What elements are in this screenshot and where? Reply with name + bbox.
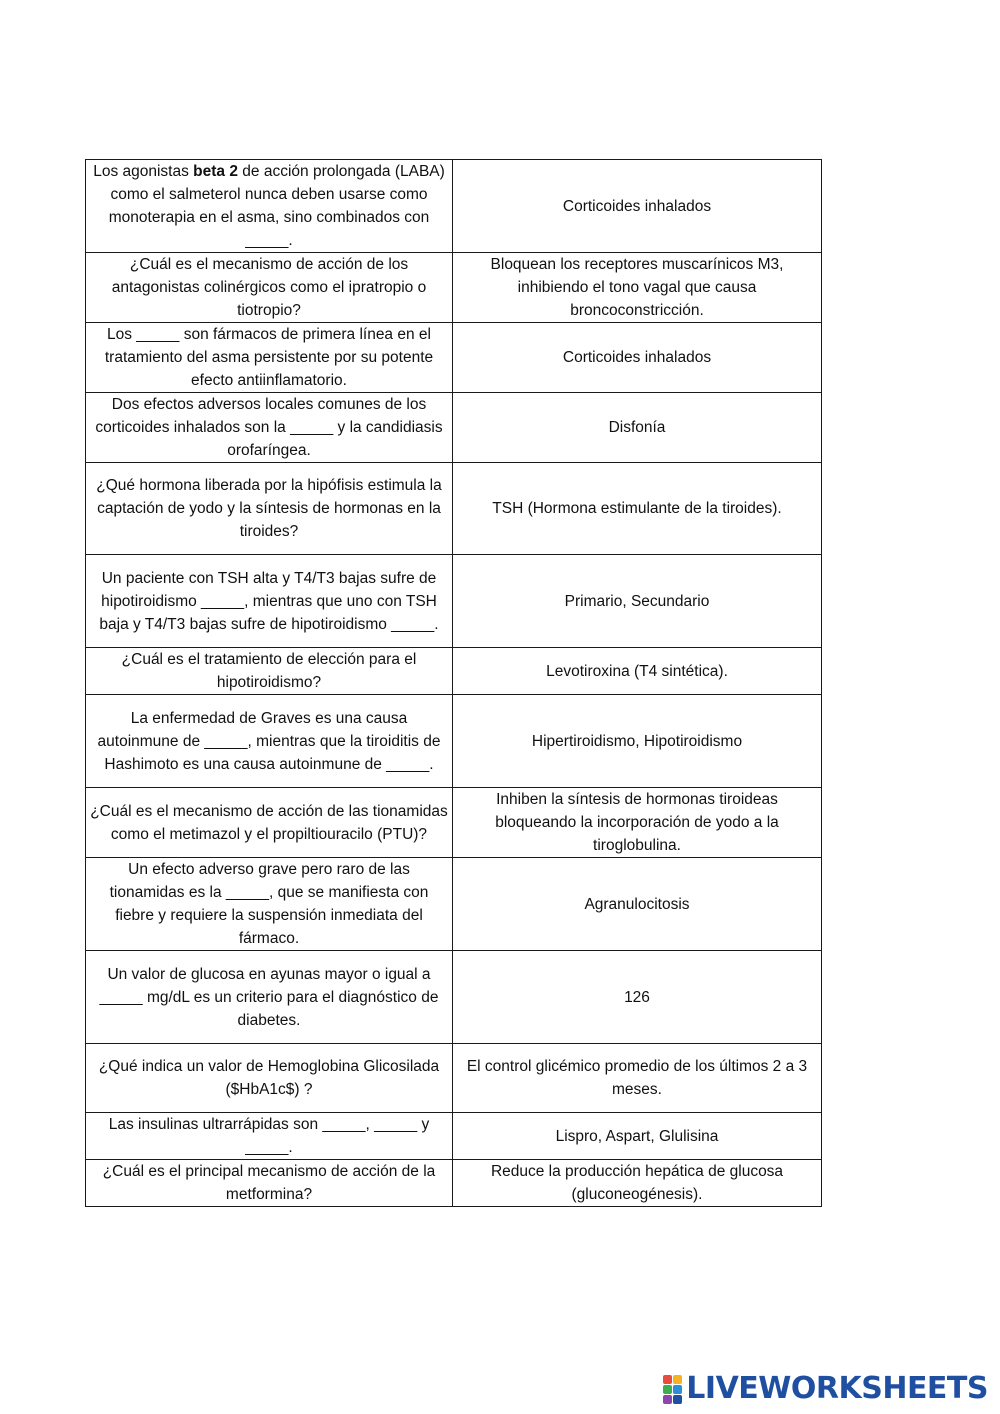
logo-square [673,1375,682,1384]
logo-square [673,1395,682,1404]
answer-cell: 126 [453,951,822,1044]
answer-cell: Primario, Secundario [453,555,822,648]
logo-square [663,1395,672,1404]
logo-square [663,1385,672,1394]
table-row [86,160,822,253]
question-cell: ¿Cuál es el principal mecanismo de acción de la metformina? [86,1160,453,1207]
table-row [86,858,822,951]
table-row [86,1160,822,1207]
question-cell: Un paciente con TSH alta y T4/T3 bajas sufre de hipotiroidismo _____, mientras que uno con TSH baja y T4/T3 bajas sufre de hipotiroidismo _____. [86,555,453,648]
table-row [86,393,822,463]
table-row [86,951,822,1044]
answer-cell: Agranulocitosis [453,858,822,951]
table-row [86,648,822,695]
table-row [86,463,822,555]
table-row [86,695,822,788]
answer-cell: Inhiben la síntesis de hormonas tiroideas bloqueando la incorporación de yodo a la tiroglobulina. [453,788,822,858]
logo-square [663,1375,672,1384]
liveworksheets-logo-icon [663,1375,682,1404]
answer-cell: Bloquean los receptores muscarínicos M3, inhibiendo el tono vagal que causa broncoconstricción. [453,253,822,323]
answer-cell: TSH (Hormona estimulante de la tiroides). [453,463,822,555]
question-cell: Los _____ son fármacos de primera línea en el tratamiento del asma persistente por su potente efecto antiinflamatorio. [86,323,453,393]
answer-cell: Levotiroxina (T4 sintética). [453,648,822,695]
table-row [86,1044,822,1113]
answer-cell: Corticoides inhalados [453,160,822,253]
answer-cell: Lispro, Aspart, Glulisina [453,1113,822,1160]
answer-cell: Disfonía [453,393,822,463]
brand-name: LIVEWORKSHEETS [686,1371,988,1406]
answer-cell: El control glicémico promedio de los últimos 2 a 3 meses. [453,1044,822,1113]
bold-term: beta 2 [193,163,238,180]
question-cell: ¿Cuál es el tratamiento de elección para el hipotiroidismo? [86,648,453,695]
logo-square [673,1385,682,1394]
table-row [86,323,822,393]
liveworksheets-logo [663,1371,988,1406]
question-cell: ¿Qué hormona liberada por la hipófisis estimula la captación de yodo y la síntesis de hormonas en la tiroides? [86,463,453,555]
table-row [86,1113,822,1160]
worksheet-table [85,159,822,1207]
question-cell: ¿Cuál es el mecanismo de acción de las tionamidas como el metimazol y el propiltiouracilo (PTU)? [86,788,453,858]
answer-cell: Corticoides inhalados [453,323,822,393]
question-cell: Los agonistas beta 2 de acción prolongada (LABA) como el salmeterol nunca deben usarse como monoterapia en el asma, sino combinados con _____. [86,160,453,253]
answer-cell: Hipertiroidismo, Hipotiroidismo [453,695,822,788]
question-cell: Un valor de glucosa en ayunas mayor o igual a _____ mg/dL es un criterio para el diagnóstico de diabetes. [86,951,453,1044]
question-cell: ¿Cuál es el mecanismo de acción de los antagonistas colinérgicos como el ipratropio o tiotropio? [86,253,453,323]
question-cell: Las insulinas ultrarrápidas son _____, _____ y _____. [86,1113,453,1160]
question-cell: Un efecto adverso grave pero raro de las tionamidas es la _____, que se manifiesta con fiebre y requiere la suspensión inmediata del fármaco. [86,858,453,951]
table-row [86,788,822,858]
table-row [86,253,822,323]
question-cell: La enfermedad de Graves es una causa autoinmune de _____, mientras que la tiroiditis de Hashimoto es una causa autoinmune de _____. [86,695,453,788]
question-cell: Dos efectos adversos locales comunes de los corticoides inhalados son la _____ y la candidiasis orofaríngea. [86,393,453,463]
question-cell: ¿Qué indica un valor de Hemoglobina Glicosilada ($HbA1c$) ? [86,1044,453,1113]
table-row [86,555,822,648]
answer-cell: Reduce la producción hepática de glucosa (gluconeogénesis). [453,1160,822,1207]
